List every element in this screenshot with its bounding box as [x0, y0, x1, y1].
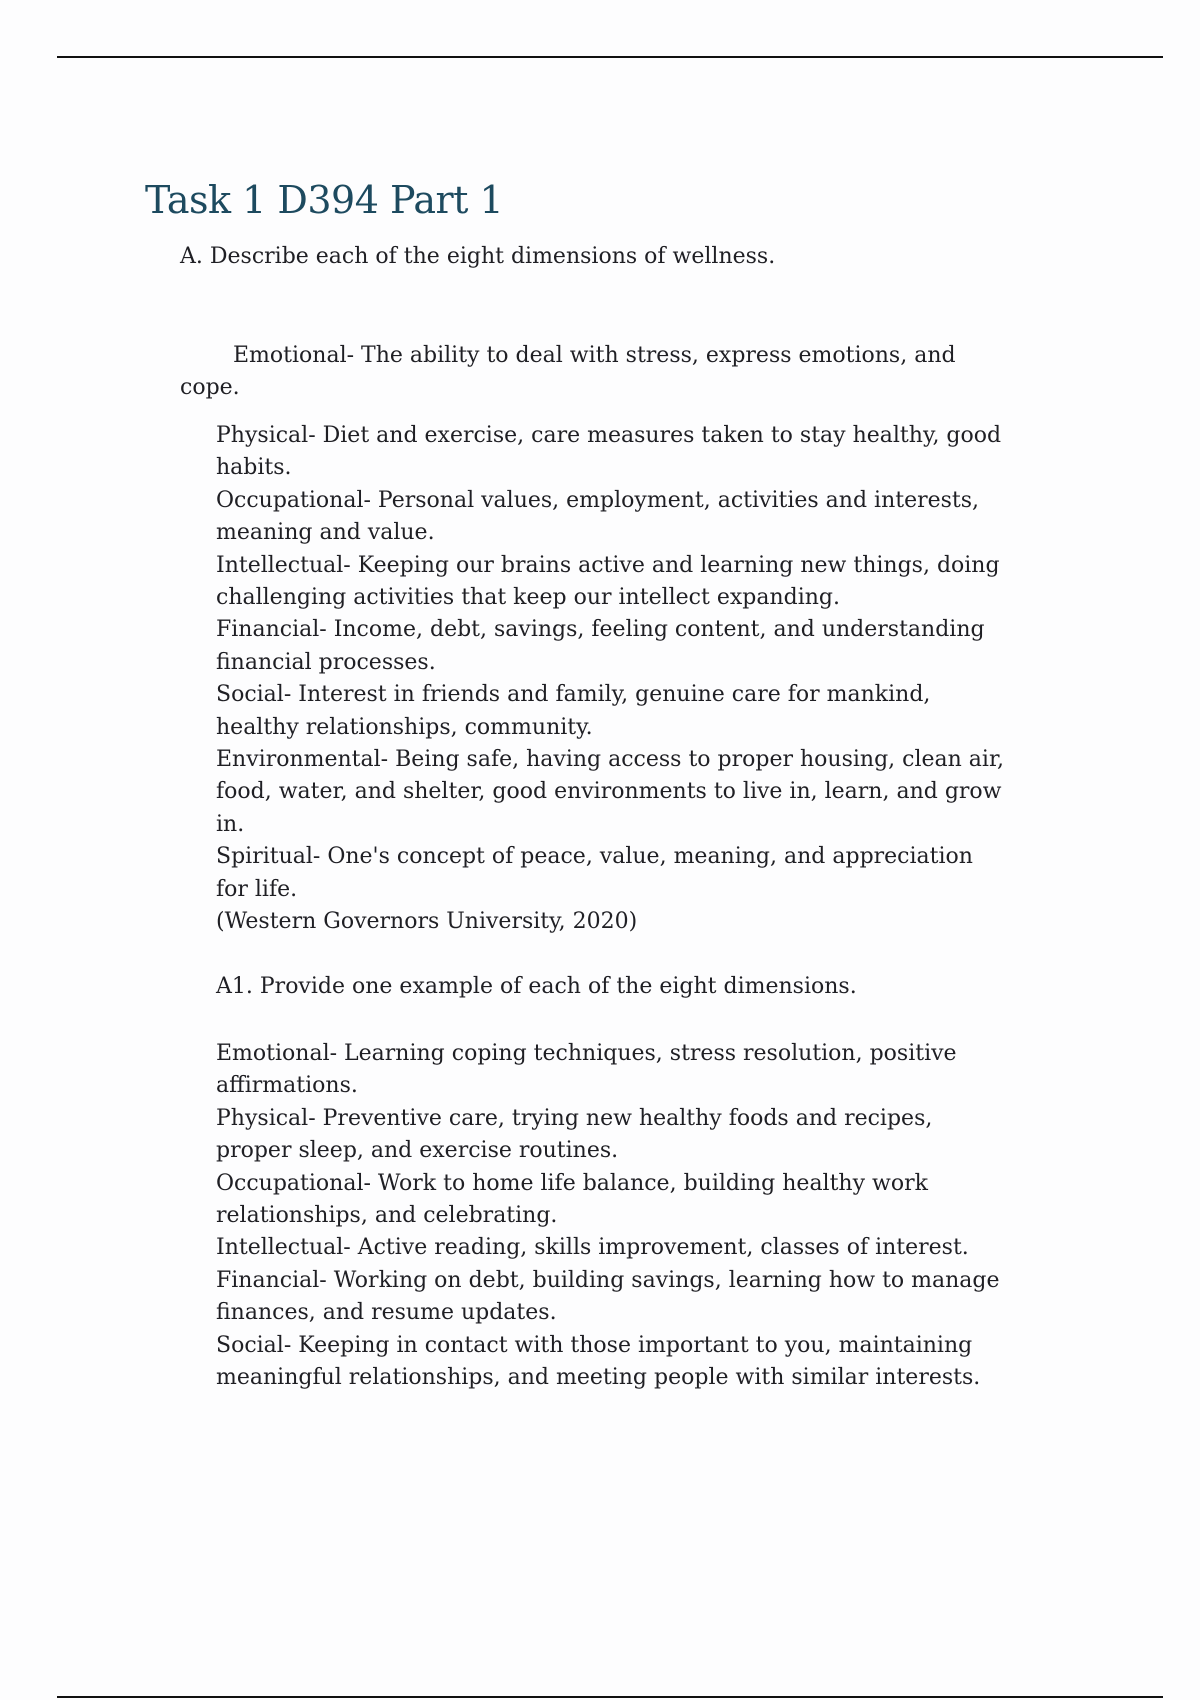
top-rule	[57, 56, 1163, 58]
dimension-intellectual	[216, 550, 1004, 615]
text-line: habits.	[216, 455, 292, 481]
text-line: Emotional- Learning coping techniques, stress resolution, positive	[216, 1041, 957, 1066]
bottom-rule	[57, 1696, 1163, 1698]
text-line: affirmations.	[216, 1073, 358, 1099]
text-line: Occupational- Work to home life balance, building healthy work	[216, 1170, 928, 1196]
text-line: Social- Interest in friends and family, genuine care for mankind,	[216, 682, 931, 708]
question-a1: A1. Provide one example of each of the eight dimensions.	[216, 974, 857, 999]
text-line: finances, and resume updates.	[216, 1300, 557, 1326]
text-line: meaningful relationships, and meeting people with similar interests.	[216, 1365, 981, 1391]
dimension-social	[216, 679, 1004, 744]
text-line: Intellectual- Keeping our brains active and learning new things, doing	[216, 552, 1000, 578]
example-physical	[216, 1103, 1000, 1168]
examples-list	[216, 1038, 1000, 1394]
text-line: for life.	[216, 876, 298, 902]
example-occupational	[216, 1168, 1000, 1233]
text-line: in.	[216, 811, 245, 837]
page-title: Task 1 D394 Part 1	[145, 178, 504, 222]
question-a: A. Describe each of the eight dimensions of wellness.	[180, 244, 776, 269]
text-line: (Western Governors University, 2020)	[216, 909, 638, 935]
text-line: meaning and value.	[216, 520, 435, 546]
dimension-physical	[216, 420, 1004, 485]
text-line: Physical- Preventive care, trying new healthy foods and recipes,	[216, 1105, 933, 1131]
text-line: Intellectual- Active reading, skills improvement, classes of interest.	[216, 1235, 969, 1261]
dimension-citation	[216, 906, 1004, 938]
text-line: relationships, and celebrating.	[216, 1203, 558, 1229]
example-social	[216, 1330, 1000, 1395]
text-line: proper sleep, and exercise routines.	[216, 1138, 619, 1164]
text-line: Spiritual- One's concept of peace, value, meaning, and appreciation	[216, 844, 973, 870]
text-line: Financial- Income, debt, savings, feeling content, and understanding	[216, 617, 985, 643]
dimension-occupational	[216, 485, 1004, 550]
dimensions-list	[216, 420, 1004, 939]
emotional-intro-line2: cope.	[180, 375, 240, 400]
text-line: Social- Keeping in contact with those important to you, maintaining	[216, 1332, 973, 1358]
example-intellectual	[216, 1232, 1000, 1264]
text-line: food, water, and shelter, good environments to live in, learn, and grow	[216, 779, 1002, 805]
text-line: challenging activities that keep our intellect expanding.	[216, 585, 840, 611]
emotional-intro-line1: Emotional- The ability to deal with stress, express emotions, and	[233, 343, 956, 368]
text-line: Occupational- Personal values, employment, activities and interests,	[216, 487, 980, 513]
dimension-environmental	[216, 744, 1004, 841]
text-line: healthy relationships, community.	[216, 714, 593, 740]
example-financial	[216, 1265, 1000, 1330]
dimension-financial	[216, 614, 1004, 679]
text-line: Financial- Working on debt, building savings, learning how to manage	[216, 1267, 1000, 1293]
text-line: Physical- Diet and exercise, care measures taken to stay healthy, good	[216, 423, 1002, 448]
dimension-spiritual	[216, 841, 1004, 906]
example-emotional	[216, 1038, 1000, 1103]
text-line: Environmental- Being safe, having access to proper housing, clean air,	[216, 747, 1005, 773]
text-line: financial processes.	[216, 649, 436, 675]
